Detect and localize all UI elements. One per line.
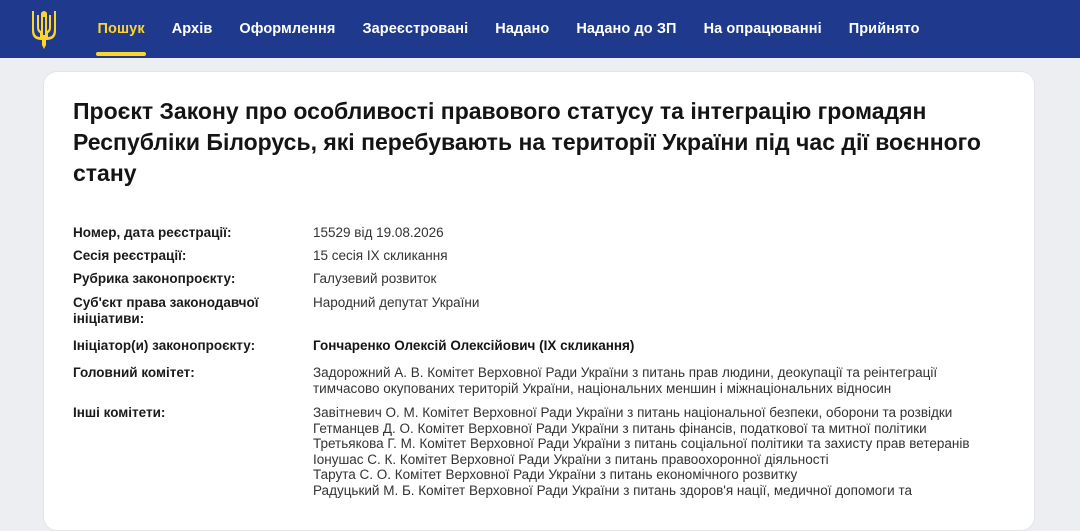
- trident-icon[interactable]: [29, 7, 59, 51]
- field-label: Рубрика законопроєкту:: [73, 271, 236, 286]
- committee-line: Іонушас С. К. Комітет Верховної Ради України з питань правоохоронної діяльності: [313, 451, 829, 467]
- bill-card: [43, 71, 1035, 531]
- nav-tab-drafting[interactable]: Оформлення: [239, 21, 336, 37]
- other-committees-value: [313, 405, 1003, 498]
- subject-value: Народний депутат України: [313, 295, 480, 310]
- top-navigation-bar: [0, 0, 1080, 58]
- committee-line: Гетманцев Д. О. Комітет Верховної Ради України з питань фінансів, податкової та митної політики: [313, 420, 927, 436]
- nav-tab-registered[interactable]: Зареєстровані: [362, 21, 469, 37]
- nav-tab-submitted[interactable]: Надано: [495, 21, 550, 37]
- committee-line: Задорожний А. В. Комітет Верховної Ради України з питань прав людини, деокупації та реінтеграції: [313, 365, 938, 380]
- field-row-rubric: [73, 271, 1003, 295]
- main-nav: [84, 0, 933, 58]
- field-label: Суб'єкт права законодавчої ініціативи:: [73, 295, 259, 326]
- field-row-other-committees: [73, 405, 1003, 498]
- committee-line: Завітневич О. М. Комітет Верховної Ради України з питань національної безпеки, оборони та розвідки: [313, 405, 953, 420]
- nav-tab-adopted[interactable]: Прийнято: [848, 21, 920, 37]
- bill-title: Проєкт Закону про особливості правового статусу та інтеграцію громадян Республіки Білорусь, які перебувають на території України під час дії воєнного стану: [73, 98, 981, 186]
- rubric-value: Галузевий розвиток: [313, 271, 437, 286]
- initiator-link[interactable]: Гончаренко Олексій Олексійович (IX скликання): [313, 338, 635, 353]
- committee-line: Тарута С. О. Комітет Верховної Ради України з питань економічного розвитку: [313, 467, 798, 482]
- field-row-session: [73, 248, 1003, 271]
- committee-line: тимчасово окупованих територій України, національних меншин і міжнаціональних відносин: [313, 380, 892, 396]
- field-row-subject: [73, 295, 1003, 338]
- main-committee-value: [313, 365, 1003, 405]
- bill-details: [73, 225, 1003, 498]
- nav-tab-in-progress[interactable]: На опрацюванні: [703, 21, 822, 37]
- field-row-registration: [73, 225, 1003, 248]
- nav-tab-submitted-to-plenary[interactable]: Надано до ЗП: [576, 21, 677, 37]
- field-label: Ініціатор(и) законопроєкту:: [73, 338, 256, 353]
- session-value: 15 сесія IX скликання: [313, 248, 448, 263]
- field-label: Номер, дата реєстрації:: [73, 225, 232, 240]
- registration-value: 15529 від 19.08.2026: [313, 225, 444, 240]
- committee-line: Третьякова Г. М. Комітет Верховної Ради України з питань соціальної політики та захисту прав ветеранів: [313, 436, 970, 451]
- field-label: Головний комітет:: [73, 365, 195, 380]
- field-row-initiator: [73, 338, 1003, 365]
- field-label: Сесія реєстрації:: [73, 248, 187, 263]
- field-row-main-committee: [73, 365, 1003, 405]
- committee-line: Радуцький М. Б. Комітет Верховної Ради України з питань здоров'я нації, медичної допомоги та: [313, 482, 912, 498]
- field-label: Інші комітети:: [73, 405, 166, 420]
- nav-tab-archive[interactable]: Архів: [171, 21, 213, 37]
- nav-tab-search[interactable]: Пошук: [84, 0, 158, 58]
